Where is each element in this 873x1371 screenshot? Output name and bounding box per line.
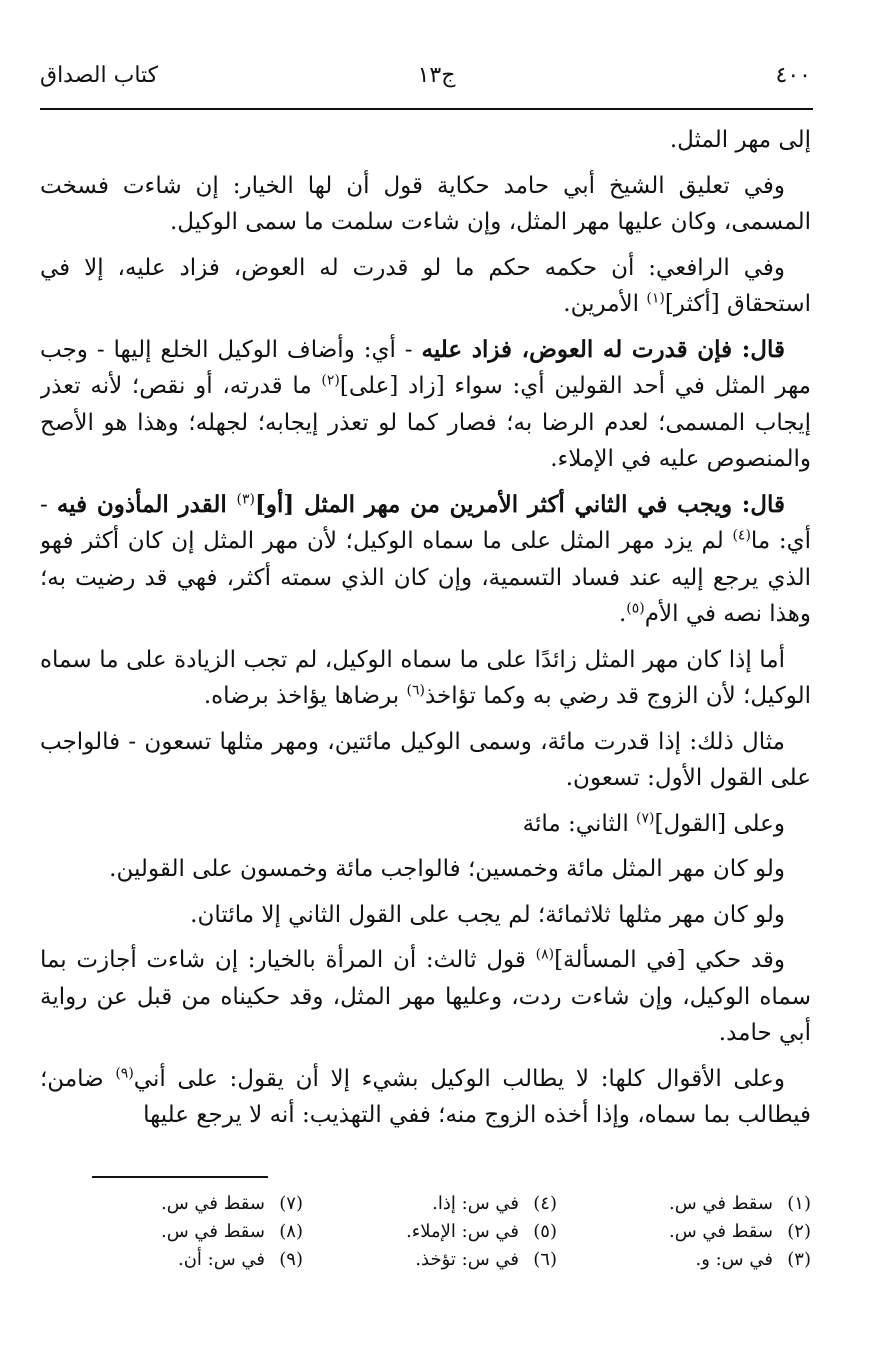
footnote-number: (٥): [533, 1221, 557, 1242]
footnote: [342, 1190, 557, 1218]
paragraph-text: برضاها يؤاخذ برضاه.: [203, 683, 407, 709]
paragraph: [40, 806, 811, 843]
paragraph: [40, 851, 811, 888]
footnote-number: (٤): [533, 1193, 557, 1214]
footnote-column: [596, 1190, 811, 1274]
paragraph-text: وفي تعليق الشيخ أبي حامد حكاية قول أن لها الخيار: إن شاءت فسخت المسمى، وكان عليها مهر المثل، وإن شاءت سلمت ما سمى الوكيل.: [40, 172, 811, 235]
volume-label: ج١٣: [417, 63, 456, 88]
footnote-ref: (٥): [626, 600, 645, 617]
footnote-number: (١): [787, 1193, 811, 1214]
paragraph-text: ضامن؛ فيطالب بما سماه، وإذا أخذه الزوج منه؛ ففي التهذيب: أنه لا يرجع عليها: [40, 1065, 811, 1128]
quoted-matn: القدر المأذون فيه: [56, 490, 237, 518]
footnote-ref: (٨): [535, 946, 555, 963]
paragraph-text: ما قدرته، أو نقص؛ لأنه تعذر إيجاب المسمى؛ لعدم الرضا به؛ فصار كما لو تعذر إيجابه؛ لجهله؛ وهذا هو الأصح والمنصوص عليه في الإملاء.: [40, 373, 811, 472]
paragraph-text: ولو كان مهر مثلها ثلاثمائة؛ لم يجب على القول الثاني إلا مائتان.: [190, 901, 785, 928]
footnote: [73, 1246, 303, 1274]
paragraph-text: وعلى الأقوال كلها: لا يطالب الوكيل بشيء إلا أن يقول: على أني: [133, 1065, 785, 1092]
paragraph-text: ولو كان مهر المثل مائة وخمسين؛ فالواجب مائة وخمسون على القولين.: [109, 856, 785, 882]
main-text: [40, 122, 811, 1162]
footnote-text: سقط في س.: [160, 1221, 265, 1242]
footnote-number: (٨): [279, 1221, 303, 1242]
footnote-text: في س: تؤخذ.: [415, 1249, 519, 1270]
paragraph: [40, 487, 811, 633]
footnote-ref: (٣): [236, 490, 255, 507]
footnote-number: (٦): [533, 1249, 557, 1270]
footnote-rule: [92, 1176, 268, 1178]
paragraph: [40, 642, 811, 715]
paragraph-text: الأمرين.: [563, 291, 647, 317]
quoted-matn: قال: ويجب في الثاني أكثر الأمرين من مهر المثل [أو]: [254, 490, 785, 518]
paragraph: [40, 897, 811, 934]
footnote-text: سقط في س.: [668, 1193, 773, 1214]
footnote: [342, 1246, 557, 1274]
footnote-text: في س: و.: [695, 1249, 773, 1270]
footnote-number: (٣): [787, 1249, 811, 1270]
quoted-matn: قال: فإن قدرت له العوض، فزاد عليه: [421, 335, 785, 363]
paragraph: [40, 942, 811, 1052]
footnote: [73, 1190, 303, 1218]
page-number: ٤٠٠: [775, 63, 811, 88]
footnote-text: في س: الإملاء.: [406, 1221, 519, 1242]
paragraph-text: قول ثالث: أن المرأة بالخيار: إن شاءت أجازت بما سماه الوكيل، وإن شاءت ردت، وعليها مهر المثل، وقد حكيناه من قبل عن رواية أبي حامد.: [40, 947, 811, 1046]
footnote: [342, 1218, 557, 1246]
footnote-text: في س: أن.: [177, 1249, 265, 1270]
footnote: [596, 1218, 811, 1246]
paragraph-text: الثاني: مائة: [522, 810, 637, 837]
paragraph-text: وقد حكي [في المسألة]: [554, 947, 786, 973]
footnote-text: في س: إذا.: [432, 1193, 519, 1214]
paragraph: [40, 122, 811, 159]
footnote-ref: (٢): [321, 372, 340, 389]
footnote: [73, 1218, 303, 1246]
footnote-number: (٢): [787, 1221, 811, 1242]
footnote-ref: (٤): [732, 527, 751, 544]
paragraph-text: - أي: وأضاف الوكيل الخلع إليها - وجب مهر المثل في أحد القولين أي: سواء [زاد [على]: [40, 336, 811, 399]
footnote: [596, 1190, 811, 1218]
footnote-text: سقط في س.: [160, 1193, 265, 1214]
paragraph-text: وفي الرافعي: أن حكمه حكم ما لو قدرت له العوض، فزاد عليه، إلا في استحقاق [أكثر]: [40, 254, 811, 317]
paragraph: [40, 250, 811, 323]
footnote-ref: (٧): [636, 809, 655, 826]
footnote-text: سقط في س.: [668, 1221, 773, 1242]
paragraph-text: .: [618, 601, 627, 627]
footnote: [596, 1246, 811, 1274]
paragraph: [40, 1061, 811, 1134]
footnote-number: (٩): [279, 1249, 303, 1270]
footnote-column: [342, 1190, 557, 1274]
running-title: كتاب الصداق: [40, 63, 159, 88]
footnote-ref: (١): [646, 290, 665, 307]
paragraph: [40, 724, 811, 797]
paragraph: [40, 332, 811, 478]
header-rule: [40, 108, 813, 110]
paragraph-text: أما إذا كان مهر المثل زائدًا على ما سماه الوكيل، لم تجب الزيادة على ما سماه الوكيل؛ لأن الزوج قد رضي به وكما تؤاخذ: [40, 646, 811, 709]
footnote-ref: (٩): [115, 1064, 134, 1081]
paragraph: [40, 168, 811, 241]
paragraph-text: لم يزد مهر المثل على ما سماه الوكيل؛ لأن مهر المثل إن كان أكثر فهو الذي يرجع إليه عند فساد التسمية، وإن كان الذي سمته أكثر، فهي قد رضيت به؛ وهذا نصه في الأم: [40, 528, 811, 627]
footnote-ref: (٦): [406, 682, 425, 699]
footnote-number: (٧): [279, 1193, 303, 1214]
paragraph-text: وعلى [القول]: [654, 810, 785, 837]
paragraph-text: مثال ذلك: إذا قدرت مائة، وسمى الوكيل مائتين، ومهر مثلها تسعون - فالواجب على القول الأول: تسعون.: [40, 728, 811, 791]
paragraph-text: إلى مهر المثل.: [669, 127, 811, 153]
paragraph-text: - أي: ما: [40, 491, 811, 554]
footnote-column: [73, 1190, 303, 1274]
